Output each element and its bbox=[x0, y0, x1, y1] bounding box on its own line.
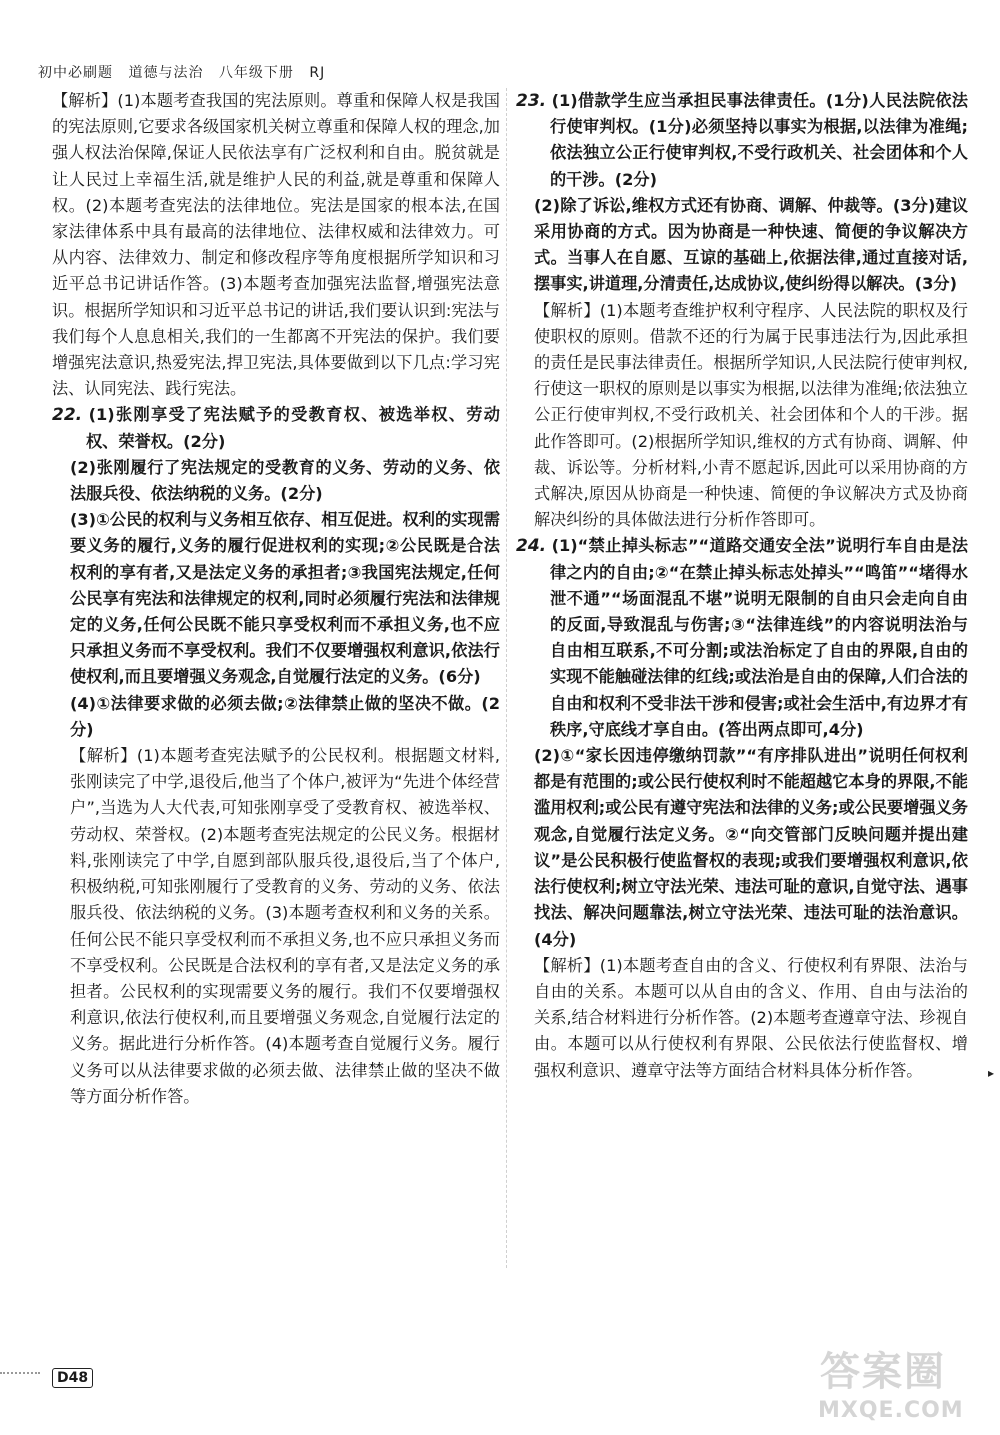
analysis-24: 【解析】(1)本题考查自由的含义、行使权利有界限、法治与自由的关系。本题可以从自由的含义、作用、自由与法治的关系,结合材料进行分析作答。(2)本题考查遵章守法、珍视自由。本题可以从行使权利有界限、公民依法行使监督权、增强权利意识、遵章守法等方面结合材料具体分析作答。 bbox=[534, 955, 968, 1080]
q23-part1-text: (1)借款学生应当承担民事法律责任。(1分)人民法院依法行使审判权。(1分)必须坚持以事实为根据,以法律为准绳;依法独立公正行使审判权,不受行政机关、社会团体和个人的干涉。(2分) bbox=[550, 91, 968, 189]
question-24-answer-2: (2)①“家长因违停缴纳罚款”“有序排队进出”说明任何权利都是有范围的;或公民行使权利时不能超越它本身的界限,不能滥用权利;或公民有遵守宪法和法律的义务;或公民要增强义务观念,自觉履行法定义务。②“向交管部门反映问题并提出建议”是公民积极行使监督权的表现;或我们要增强权利意识,依法行使权利;树立守法光荣、违法可耻的意识,自觉守法、遇事找法、解决问题靠法,树立守法光荣、违法可耻的法治意识。(4分) bbox=[534, 746, 968, 949]
grade-name: 八年级下册 bbox=[218, 65, 294, 81]
question-23-answer-1 bbox=[516, 88, 968, 193]
question-23-answer-2: (2)除了诉讼,维权方式还有协商、调解、仲裁等。(3分)建议采用协商的方式。因为协商是一种快速、简便的争议解决方式。当事人在自愿、互谅的基础上,依据法律,通过直接对话,摆事实,讲道理,分清责任,达成协议,使纠纷得以解决。(3分) bbox=[534, 195, 968, 294]
watermark-title: 答案圈 bbox=[820, 1349, 946, 1395]
column-divider bbox=[506, 88, 507, 1268]
question-23-number: 23. bbox=[516, 91, 547, 111]
analysis-22: 【解析】(1)本题考查宪法赋予的公民权利。根据题文材料,张刚读完了中学,退役后,他当了个体户,被评为“先进个体经营户”,当选为人大代表,可知张刚享受了受教育权、被选举权、劳动权、荣誉权。(2)本题考查宪法规定的公民义务。根据材料,张刚读完了中学,自愿到部队服兵役,退役后,当了个体户,积极纳税,可知张刚履行了受教育的义务、劳动的义务、依法服兵役、依法纳税的义务。(3)本题考查权利和义务的关系。任何公民不能只享受权利而不承担义务,也不应只承担义务而不享受权利。公民既是合法权利的享有者,又是法定义务的承担者。公民权利的实现需要义务的履行。我们不仅要增强权利意识,依法行使权利,而且要增强义务观念,自觉履行法定的义务。据此进行分析作答。(4)本题考查自觉履行义务。履行义务可以从法律要求做的必须去做、法律禁止做的坚决不做等方面分析作答。 bbox=[70, 746, 500, 1106]
q22-part1-text: (1)张刚享受了宪法赋予的受教育权、被选举权、劳动权、荣誉权。(2分) bbox=[86, 405, 500, 451]
question-22-answer-1 bbox=[52, 402, 500, 454]
q24-part1-text: (1)“禁止掉头标志”“道路交通安全法”说明行车自由是法律之内的自由;②“在禁止掉头标志处掉头”“鸣笛”“堵得水泄不通”“场面混乱不堪”说明无限制的自由只会走向自由的反面,导致混乱与伤害;③“法律连线”的内容说明法治与自由相互联系,不可分割;或法治标定了自由的界限,自由的实现不能触碰法律的红线;或法治是自由的保障,人们合法的自由和权利不受非法干涉和侵害;或社会生活中,有边界才有秩序,守底线才享自由。(答出两点即可,4分) bbox=[550, 536, 968, 739]
question-22-answer-3: (3)①公民的权利与义务相互依存、相互促进。权利的实现需要义务的履行,义务的履行促进权利的实现;②公民既是合法权利的享有者,又是法定义务的承担者;③我国宪法规定,任何公民享有宪法和法律规定的权利,同时必须履行宪法和法律规定的义务,任何公民既不能只享受权利而不承担义务,也不应只承担义务而不享受权利。我们不仅要增强权利意识,依法行使权利,而且要增强义务观念,自觉履行法定的义务。(6分) bbox=[70, 510, 500, 687]
question-22-answer-2: (2)张刚履行了宪法规定的受教育的义务、劳动的义务、依法服兵役、依法纳税的义务。(2分) bbox=[70, 457, 500, 504]
left-column bbox=[52, 88, 500, 1110]
running-header bbox=[38, 62, 335, 82]
edition-name: RJ bbox=[309, 65, 326, 81]
right-column bbox=[516, 88, 968, 1084]
question-22-number: 22. bbox=[52, 405, 83, 426]
subject-name: 道德与法治 bbox=[128, 65, 204, 81]
question-22-answer-4: (4)①法律要求做的必须去做;②法律禁止做的坚决不做。(2分) bbox=[70, 693, 500, 739]
series-name: 初中必刷题 bbox=[38, 65, 113, 81]
watermark-url: MXQE.COM bbox=[818, 1398, 964, 1423]
question-24-answer-1 bbox=[516, 533, 968, 743]
footer-dotted-rule bbox=[0, 1372, 40, 1374]
page-number: D48 bbox=[52, 1368, 93, 1388]
analysis-21: 【解析】(1)本题考查我国的宪法原则。尊重和保障人权是我国的宪法原则,它要求各级国家机关树立尊重和保障人权的理念,加强人权法治保障,保证人民依法享有广泛权利和自由。脱贫就是让人民过上幸福生活,就是维护人民的利益,就是尊重和保障人权。(2)本题考查宪法的法律地位。宪法是国家的根本法,在国家法律体系中具有最高的法律地位、法律权威和法律效力。可从内容、法律效力、制定和修改程序等角度根据所学知识和习近平总书记讲话作答。(3)本题考查加强宪法监督,增强宪法意识。根据所学知识和习近平总书记的讲话,我们要认识到:宪法与我们每个人息息相关,我们的一生都离不开宪法的保护。我们要增强宪法意识,热爱宪法,捍卫宪法,具体要做到以下几点:学习宪法、认同宪法、践行宪法。 bbox=[52, 91, 500, 399]
watermark-logo bbox=[812, 1340, 992, 1424]
page-edge-arrow-icon: ▸ bbox=[988, 1066, 995, 1080]
analysis-23: 【解析】(1)本题考查维护权利守程序、人民法院的职权及行使职权的原则。借款不还的行为属于民事违法行为,因此承担的责任是民事法律责任。根据所学知识,人民法院行使审判权,行使这一职权的原则是以事实为根据,以法律为准绳;依法独立公正行使审判权,不受行政机关、社会团体和个人的干涉。据此作答即可。(2)根据所学知识,维权的方式有协商、调解、仲裁、诉讼等。分析材料,小青不愿起诉,因此可以采用协商的方式解决,原因从协商是一种快速、简便的争议解决方式及协商解决纠纷的具体做法进行分析作答即可。 bbox=[534, 300, 968, 530]
question-24-number: 24. bbox=[516, 536, 547, 557]
